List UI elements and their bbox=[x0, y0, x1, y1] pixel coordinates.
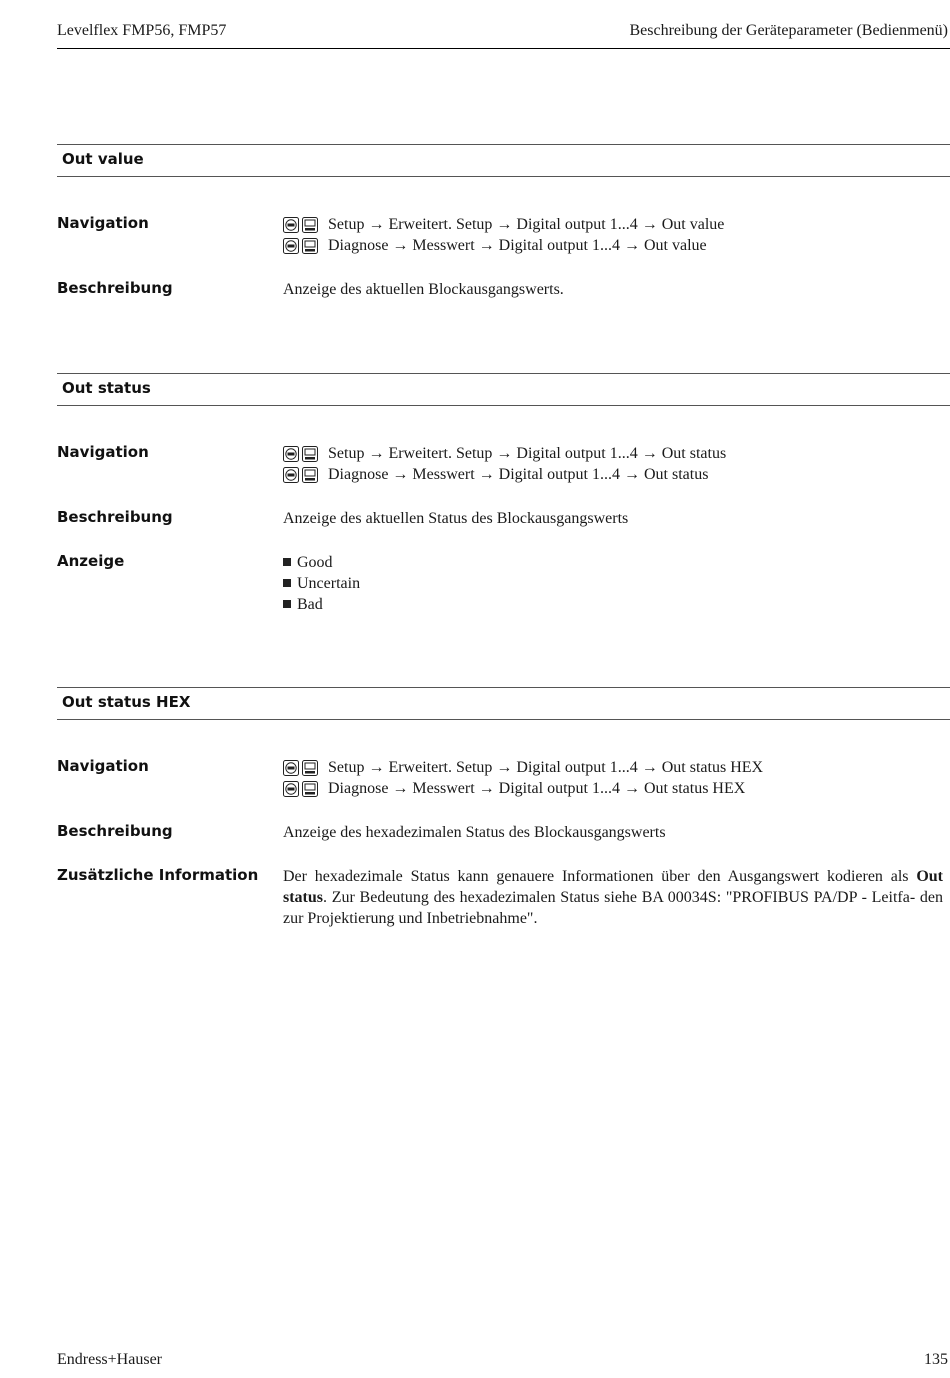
navigation-path-diagnose bbox=[283, 464, 726, 485]
description-label: Beschreibung bbox=[57, 279, 173, 297]
navigation-label: Navigation bbox=[57, 214, 149, 232]
bullet-square-icon bbox=[283, 600, 291, 608]
operator-display-icon bbox=[283, 446, 299, 462]
expert-keypad-icon bbox=[302, 238, 318, 254]
info-text-end: . Zur Bedeutung des hexadezimalen Status siehe BA 00034S: "PROFIBUS PA/DP - Leitfa- den zur Projektierung und Inbetriebnahme". bbox=[283, 889, 943, 927]
section-header-out-value bbox=[57, 144, 950, 177]
operator-display-icon bbox=[283, 760, 299, 776]
operator-display-icon bbox=[283, 238, 299, 254]
description-label: Beschreibung bbox=[57, 822, 173, 840]
option-text: Uncertain bbox=[297, 575, 361, 592]
navigation-path-diagnose bbox=[283, 778, 763, 799]
additional-info-text bbox=[283, 866, 943, 929]
navigation-label: Navigation bbox=[57, 757, 149, 775]
navigation-paths bbox=[283, 443, 726, 485]
operator-display-icon bbox=[283, 217, 299, 233]
navigation-path-setup bbox=[283, 214, 724, 235]
footer-company: Endress+Hauser bbox=[57, 1351, 162, 1368]
operator-display-icon bbox=[283, 467, 299, 483]
description-text: Anzeige des aktuellen Status des Blockausgangswerts bbox=[283, 510, 629, 527]
navigation-path-text: Setup → Erweitert. Setup → Digital output 1...4 → Out status HEX bbox=[328, 759, 764, 776]
description-text: Anzeige des aktuellen Blockausgangswerts. bbox=[283, 281, 564, 298]
section-title: Out value bbox=[62, 150, 144, 168]
bullet-square-icon bbox=[283, 579, 291, 587]
navigation-paths bbox=[283, 757, 763, 799]
section-header-out-status bbox=[57, 373, 950, 406]
info-text-start: Der hexadezimale Status kann genauere Informationen über den Ausgangswert kodieren als bbox=[283, 868, 917, 885]
list-item bbox=[283, 573, 360, 594]
navigation-label: Navigation bbox=[57, 443, 149, 461]
description-text: Anzeige des hexadezimalen Status des Blockausgangswerts bbox=[283, 824, 666, 841]
list-item bbox=[283, 552, 360, 573]
navigation-paths bbox=[283, 214, 724, 256]
section-title: Out status bbox=[62, 379, 151, 397]
running-header-chapter: Beschreibung der Geräteparameter (Bedienmenü) bbox=[629, 22, 948, 39]
header-rule bbox=[57, 48, 950, 49]
display-options bbox=[283, 552, 360, 615]
expert-keypad-icon bbox=[302, 781, 318, 797]
expert-keypad-icon bbox=[302, 467, 318, 483]
navigation-path-setup bbox=[283, 757, 763, 778]
section-title: Out status HEX bbox=[62, 693, 191, 711]
bullet-square-icon bbox=[283, 558, 291, 566]
option-text: Good bbox=[297, 554, 333, 571]
section-header-out-status-hex bbox=[57, 687, 950, 720]
navigation-path-setup bbox=[283, 443, 726, 464]
option-text: Bad bbox=[297, 596, 323, 613]
expert-keypad-icon bbox=[302, 760, 318, 776]
navigation-path-text: Diagnose → Messwert → Digital output 1...4 → Out status HEX bbox=[328, 780, 746, 797]
additional-info-label: Zusätzliche Information bbox=[57, 866, 259, 884]
option-list bbox=[283, 552, 360, 615]
list-item bbox=[283, 594, 360, 615]
description-label: Beschreibung bbox=[57, 508, 173, 526]
expert-keypad-icon bbox=[302, 217, 318, 233]
display-label: Anzeige bbox=[57, 552, 125, 570]
expert-keypad-icon bbox=[302, 446, 318, 462]
navigation-path-text: Setup → Erweitert. Setup → Digital output 1...4 → Out value bbox=[328, 216, 725, 233]
info-parameter-reference: Out status bbox=[283, 868, 943, 906]
page-number: 135 bbox=[924, 1351, 948, 1368]
navigation-path-diagnose bbox=[283, 235, 724, 256]
navigation-path-text: Diagnose → Messwert → Digital output 1...4 → Out value bbox=[328, 237, 707, 254]
running-header-product: Levelflex FMP56, FMP57 bbox=[57, 22, 227, 39]
operator-display-icon bbox=[283, 781, 299, 797]
navigation-path-text: Diagnose → Messwert → Digital output 1...4 → Out status bbox=[328, 466, 709, 483]
navigation-path-text: Setup → Erweitert. Setup → Digital output 1...4 → Out status bbox=[328, 445, 727, 462]
